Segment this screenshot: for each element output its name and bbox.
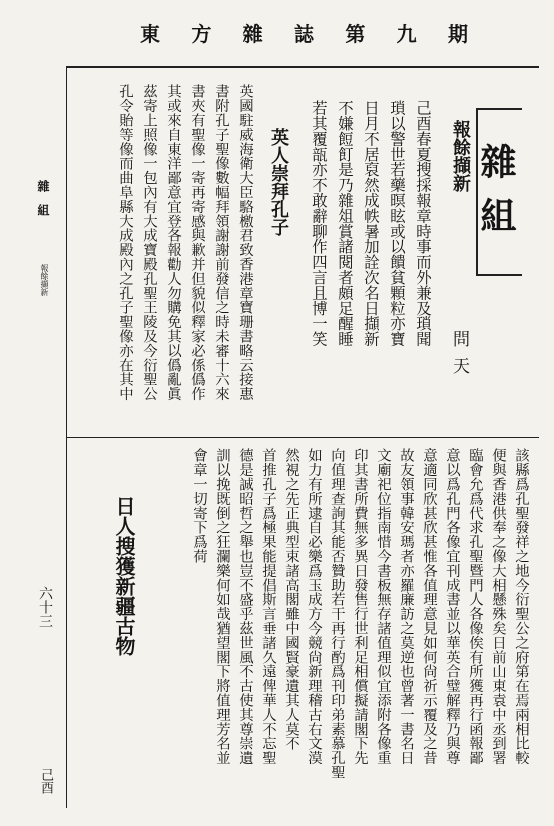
continuation-line: 訓以挽既倒之狂瀾樂何如哉猶望閣下將值理芳名並 xyxy=(214,448,230,765)
article1-line: 瑣以警世若藥暝眩或以饋貧顆粒亦寶 xyxy=(388,100,406,347)
continuation-line: 向值理查詢其能否贊助若干再行酌爲刊印弟素慕孔聖 xyxy=(329,448,345,780)
article2-line: 其或來自東洋鄙意宜登各報勸人勿購免其以僞亂眞 xyxy=(165,84,181,401)
article1-line: 若其覆瓿亦不敢辭聊作四言且博一笑 xyxy=(310,100,328,347)
continuation-line: 德是誠昭哲之舉也豈不盛乎茲世風不古使其尊崇遺 xyxy=(237,448,253,765)
header-char: 東 xyxy=(140,22,162,46)
continuation-line: 如力有所逮自必樂爲玉成方今競尙新理稽古右文漠 xyxy=(306,448,322,765)
header-rule xyxy=(66,66,539,68)
continuation-line: 文廟祀位指南惜今書板無存諸值理似宜添附各像重 xyxy=(375,448,391,765)
article1-title: 報餘擷新 xyxy=(450,120,471,192)
continuation-line: 印其書所費無多異日發售行世利足相償擬請閣下先 xyxy=(352,448,368,765)
page-number: 六十三 xyxy=(37,586,53,628)
article1-author: 問天 xyxy=(449,330,469,384)
article2-line: 書附孔子聖像數幅拜領謝謝前發信之時未審十六來 xyxy=(213,84,229,401)
margin-sub-label: 報餘擷新 xyxy=(40,264,49,296)
continuation-line: 意適同欣甚欣甚惟各值理意見如何尙祈示覆及之昔 xyxy=(421,448,437,765)
continuation-line: 臨會允爲代求孔聖暨門人各像俟有所獲再行函報鄙 xyxy=(467,448,483,765)
article2-line: 孔令貽等像而曲阜縣大成殿內之孔子聖像亦在其中 xyxy=(117,84,133,401)
continuation-line: 便與香港供奉之像大相懸殊矣日前山東袁中丞到署 xyxy=(490,448,506,765)
middle-rule xyxy=(66,437,539,438)
running-header xyxy=(140,18,470,47)
page-code: 己酉 xyxy=(38,768,53,794)
header-char: 誌 xyxy=(293,22,316,46)
article2-title: 英人崇拜孔子 xyxy=(268,128,289,236)
article2-line: 茲寄上照像一包內有大成寶殿孔聖王陵及今衍聖公 xyxy=(141,84,157,401)
continuation-line: 該縣爲孔聖發祥之地今衍聖公之府第在焉兩相比較 xyxy=(513,448,529,765)
continuation-line: 意以爲孔門各像宜刊成書並以華英合璧解釋乃與尊 xyxy=(444,448,460,765)
continuation-line: 故友領事韓安瑪者亦羅廉訪之莫逆也曾著一書名日 xyxy=(398,448,414,765)
article3-title: 日人搜獲新疆古物 xyxy=(112,496,136,656)
section-title-box: 雜組 xyxy=(476,108,522,276)
article2-line: 英國駐威海衛大臣駱檄君致香港章寶珊書略云接惠 xyxy=(237,84,253,401)
header-char: 九 xyxy=(396,22,419,46)
margin-section-label: 雜組 xyxy=(36,180,50,228)
continuation-line: 然視之先正典型束諸高閣雖中國賢豪遺其人莫不 xyxy=(283,448,299,751)
header-char: 雜 xyxy=(242,22,265,46)
header-char: 期 xyxy=(447,22,470,46)
article1-line: 己酉春夏搜採報章時事而外兼及瑣聞 xyxy=(414,100,432,347)
margin-rule xyxy=(66,66,67,808)
continuation-line: 會章一切寄下爲荷 xyxy=(191,448,207,564)
article2-line: 書夾有聖像一寄再寄感與歉并但貌似釋家必係僞作 xyxy=(189,84,205,401)
article1-line: 不嫌餖飣是乃雜俎賞諸閱者頗足醒睡 xyxy=(336,100,354,347)
continuation-line: 首推孔子爲極果能提倡斯言垂諸久遠俾華人不忘聖 xyxy=(260,448,276,765)
header-char: 方 xyxy=(191,22,214,46)
article1-line: 日月不居裒然成帙暑加詮次名日擷新 xyxy=(362,100,380,347)
header-char: 第 xyxy=(345,22,368,46)
